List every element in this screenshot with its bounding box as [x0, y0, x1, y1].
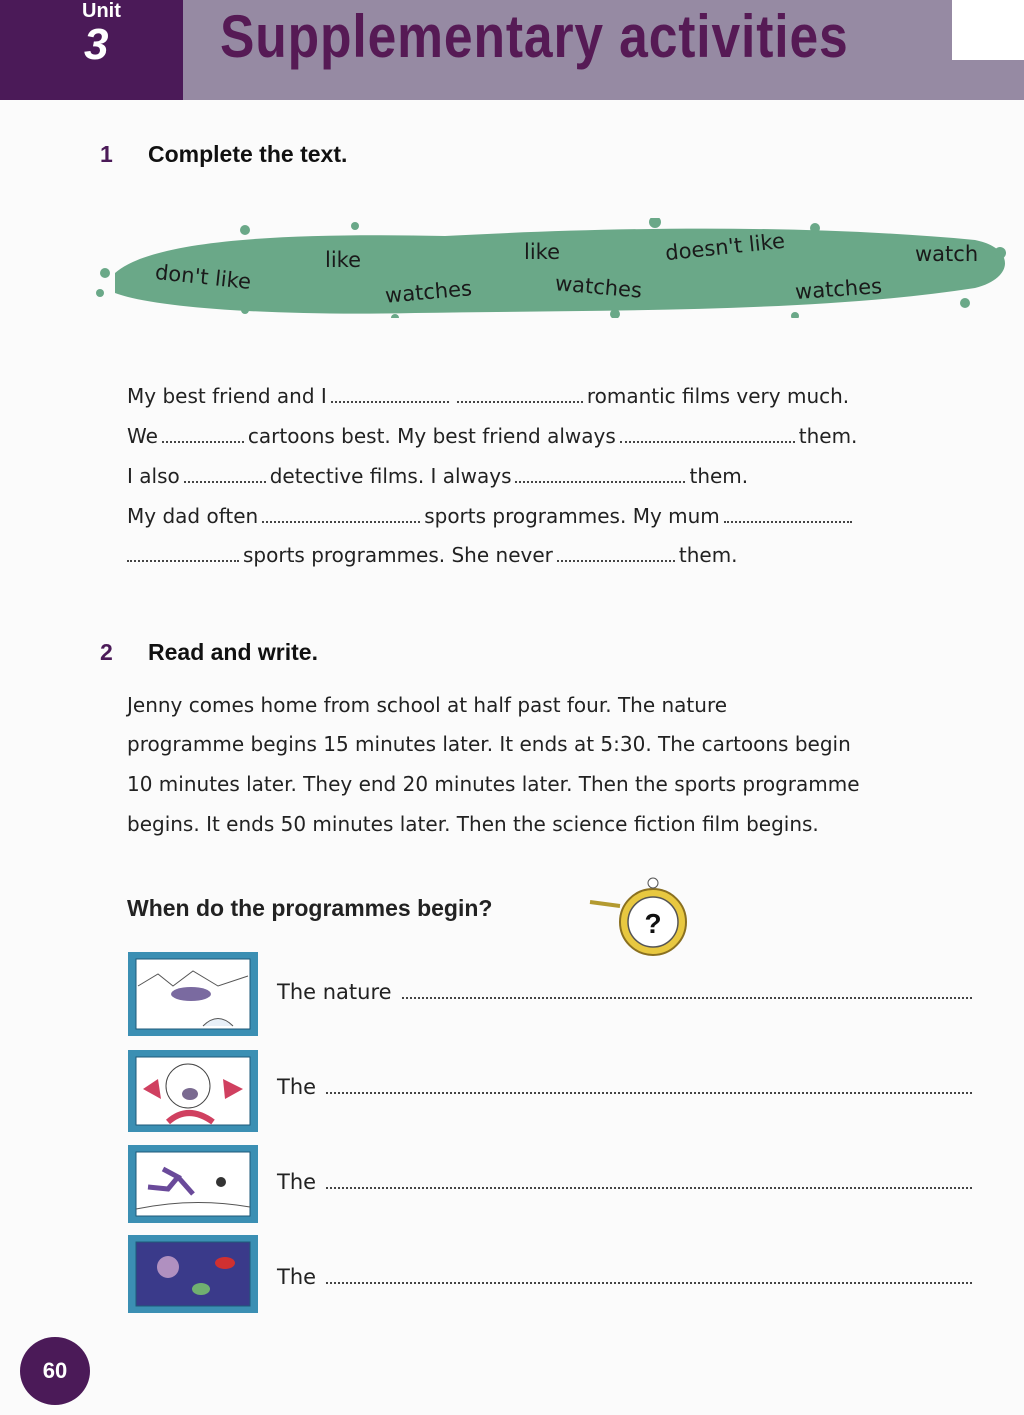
paragraph-line: programme begins 15 minutes later. It ends at 5:30. The cartoons begin	[127, 732, 851, 756]
text: My dad often	[127, 504, 259, 528]
text: them.	[798, 424, 858, 448]
exercise-line	[127, 464, 748, 488]
paragraph-line: Jenny comes home from school at half past four. The nature	[127, 693, 728, 717]
text: sports programmes. My mum	[424, 504, 720, 528]
blank-field[interactable]	[262, 521, 420, 523]
text: them.	[689, 464, 749, 488]
section-number: 2	[100, 639, 113, 665]
blank-field[interactable]	[127, 560, 239, 562]
blank-field[interactable]	[515, 481, 685, 483]
text: I also	[127, 464, 180, 488]
svg-text:?: ?	[644, 908, 662, 939]
exercise-line	[127, 424, 857, 448]
cartoons-picture	[128, 1050, 258, 1132]
section2-heading	[100, 639, 318, 666]
word-bank-item: doesn't like	[664, 228, 786, 266]
answer-prompt: The	[277, 1170, 317, 1194]
answer-line	[277, 980, 972, 1004]
section1-heading	[100, 141, 347, 168]
paragraph-line: begins. It ends 50 minutes later. Then the science fiction film begins.	[127, 812, 819, 836]
science-fiction-picture	[128, 1235, 258, 1313]
word-bank-item: like	[325, 248, 362, 272]
blank-field[interactable]	[620, 441, 795, 443]
word-bank-item: watches	[384, 276, 473, 308]
corner-box	[952, 0, 1024, 60]
blank-field[interactable]	[162, 441, 244, 443]
text: sports programmes. She never	[243, 543, 553, 567]
text: cartoons best. My best friend always	[247, 424, 616, 448]
word-bank-item: watches	[554, 271, 643, 303]
text: We	[127, 424, 158, 448]
exercise-line	[127, 384, 849, 408]
exercise-line	[127, 504, 856, 528]
answer-prompt: The	[277, 1075, 317, 1099]
paragraph-line: 10 minutes later. They end 20 minutes later. Then the sports programme	[127, 772, 860, 796]
word-bank-item: like	[524, 240, 561, 264]
blank-field[interactable]	[457, 401, 583, 403]
answer-prompt: The nature	[277, 980, 392, 1004]
exercise-line	[127, 543, 738, 567]
question-heading: When do the programmes begin?	[127, 895, 493, 921]
answer-line	[277, 1075, 972, 1099]
section-title: Read and write.	[148, 639, 318, 665]
answer-line	[277, 1265, 972, 1289]
answer-blank[interactable]	[326, 1092, 972, 1094]
text: My best friend and I	[127, 384, 327, 408]
blank-field[interactable]	[557, 560, 675, 562]
text: romantic films very much.	[586, 384, 850, 408]
page-number: 60	[20, 1337, 90, 1405]
word-bank-item: watches	[794, 273, 883, 305]
text: detective films. I always	[269, 464, 512, 488]
answer-blank[interactable]	[326, 1187, 972, 1189]
text: them.	[678, 543, 738, 567]
unit-label: Unit	[82, 0, 121, 22]
blank-field[interactable]	[724, 521, 852, 523]
clock-icon	[588, 870, 706, 960]
word-bank-item: watch	[915, 242, 979, 266]
page-title: Supplementary activities	[220, 3, 849, 70]
section-number: 1	[100, 141, 113, 167]
blank-field[interactable]	[331, 401, 449, 403]
answer-prompt: The	[277, 1265, 317, 1289]
word-bank-item: don't like	[154, 260, 253, 294]
nature-programme-picture	[128, 952, 258, 1036]
unit-box	[0, 0, 183, 100]
blank-field[interactable]	[184, 481, 266, 483]
unit-number: 3	[84, 20, 109, 69]
answer-line	[277, 1170, 972, 1194]
answer-blank[interactable]	[326, 1282, 972, 1284]
answer-blank[interactable]	[402, 997, 972, 999]
sports-programme-picture	[128, 1145, 258, 1223]
section-title: Complete the text.	[148, 141, 348, 167]
